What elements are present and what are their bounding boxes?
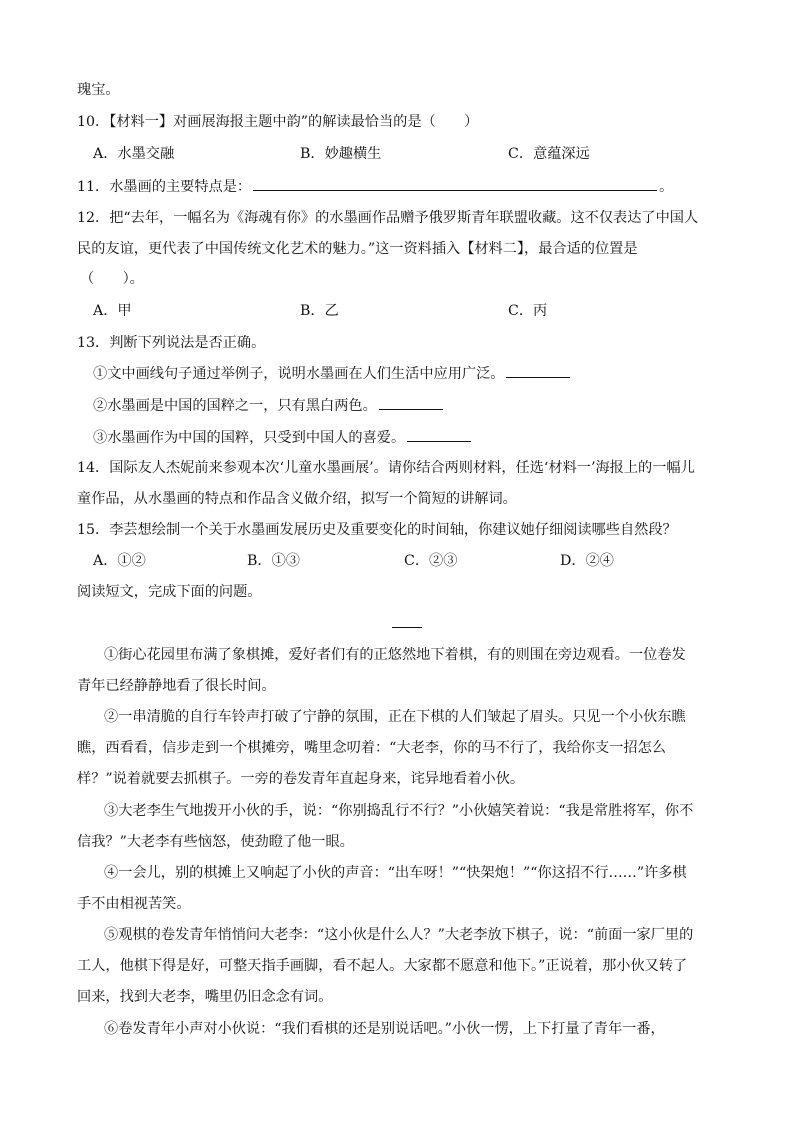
q15-option-c[interactable]: C．②③	[404, 553, 458, 569]
story-p6-line1: ⑥卷发青年小声对小伙说：“我们看棋的还是别说话吧。”小伙一愣，上下打量了青年一番，	[104, 1021, 665, 1037]
q10-option-b[interactable]: B．妙趣横生	[300, 146, 382, 162]
q15-option-b[interactable]: B．①③	[247, 553, 300, 569]
title-blank-line	[392, 627, 422, 628]
ending-line: 瑰宝。	[77, 82, 120, 98]
question-13: 13．判断下列说法是否正确。	[77, 335, 266, 351]
q13-item-1-blank[interactable]	[506, 363, 570, 378]
question-11	[77, 176, 673, 197]
q13-item-3-text: ③水墨画作为中国的国粹，只受到中国人的喜爱。	[93, 430, 406, 446]
question-14-line2: 童作品，从水墨画的特点和作品含义做介绍，拟写一个简短的讲解词。	[77, 491, 517, 507]
story-p5-line2: 工人，他棋下得是好，可整天指手画脚，看不起人。大家都不愿意和他下。”正说着，那小伙又转了	[77, 958, 688, 974]
q11-answer-blank[interactable]	[253, 176, 657, 191]
question-12-line1: 12．把“去年，一幅名为《海魂有你》的水墨画作品赠予俄罗斯青年联盟收藏。这不仅表达了中国人	[77, 210, 699, 226]
story-p4-line1: ④一会儿，别的棋摊上又响起了小伙的声音：“出车呀！”“快架炮！”“你这招不行……”许多棋	[104, 865, 687, 881]
q10-option-a[interactable]: A．水墨交融	[93, 146, 175, 162]
question-15: 15．李芸想绘制一个关于水墨画发展历史及重要变化的时间轴，你建议她仔细阅读哪些自然段？	[77, 522, 677, 538]
reading-intro: 阅读短文，完成下面的问题。	[77, 584, 262, 600]
q13-item-1-text: ①文中画线句子通过举例子，说明水墨画在人们生活中应用广泛。	[93, 366, 505, 382]
question-10: 10．【材料一】对画展海报主题中韵”的解读最恰当的是（ ）	[77, 114, 479, 130]
q11-text: 11．水墨画的主要特点是：	[77, 179, 252, 195]
q15-option-a[interactable]: A．①②	[93, 553, 146, 569]
q11-period: 。	[659, 179, 674, 195]
story-p5-line1: ⑤观棋的卷发青年悄悄问大老李：“这小伙是什么人？”大老李放下棋子，说：“前面一家厂里的	[104, 927, 694, 943]
q13-item-3-blank[interactable]	[407, 427, 471, 442]
question-12-line2: 民的友谊，更代表了中国传统文化艺术的魅力。”这一资料插入【材料二】，最合适的位置是	[77, 241, 638, 257]
story-p2-line1: ②一串清脆的自行车铃声打破了宁静的氛围，正在下棋的人们皱起了眉头。只见一个小伙东瞧	[104, 709, 686, 725]
q13-item-2	[93, 395, 443, 416]
story-p1-line1: ①街心花园里布满了象棋摊，爱好者们有的正悠然地下着棋，有的则围在旁边观看。一位卷发	[104, 647, 686, 663]
story-p4-line2: 手不由相视苦笑。	[77, 896, 191, 912]
q12-option-b[interactable]: B．乙	[300, 303, 339, 319]
story-p2-line2: 瞧，西看看，信步走到一个棋摊旁，嘴里念叨着：“大老李，你的马不行了，我给你支一招怎么	[77, 740, 666, 756]
q13-item-2-blank[interactable]	[379, 395, 443, 410]
q12-option-a[interactable]: A．甲	[93, 303, 132, 319]
story-p1-line2: 青年已经静静地看了很长时间。	[77, 678, 276, 694]
q15-option-d[interactable]: D．②④	[560, 553, 614, 569]
q12-option-c[interactable]: C．丙	[508, 303, 548, 319]
q10-option-c[interactable]: C．意蕴深远	[508, 146, 590, 162]
q13-item-2-text: ②水墨画是中国的国粹之一，只有黑白两色。	[93, 398, 377, 414]
question-12-line3: （ ）。	[80, 271, 144, 287]
q13-item-1	[93, 363, 570, 384]
story-p2-line3: 样？”说着就要去抓棋子。一旁的卷发青年直起身来，诧异地看着小伙。	[77, 771, 525, 787]
q13-item-3	[93, 427, 471, 448]
story-p3-line2: 信我？”大老李有些恼怒，使劲瞪了他一眼。	[77, 834, 354, 850]
question-14-line1: 14．国际友人杰妮前来参观本次‘儿童水墨画展’。请你结合两则材料，任选‘材料一’海报上的一幅儿	[77, 460, 695, 476]
story-p5-line3: 回来，找到大老李，嘴里仍旧念念有词。	[77, 989, 333, 1005]
story-p3-line1: ③大老李生气地拨开小伙的手，说：“你别捣乱行不行？”小伙嬉笑着说：“我是常胜将军，你不	[104, 803, 694, 819]
